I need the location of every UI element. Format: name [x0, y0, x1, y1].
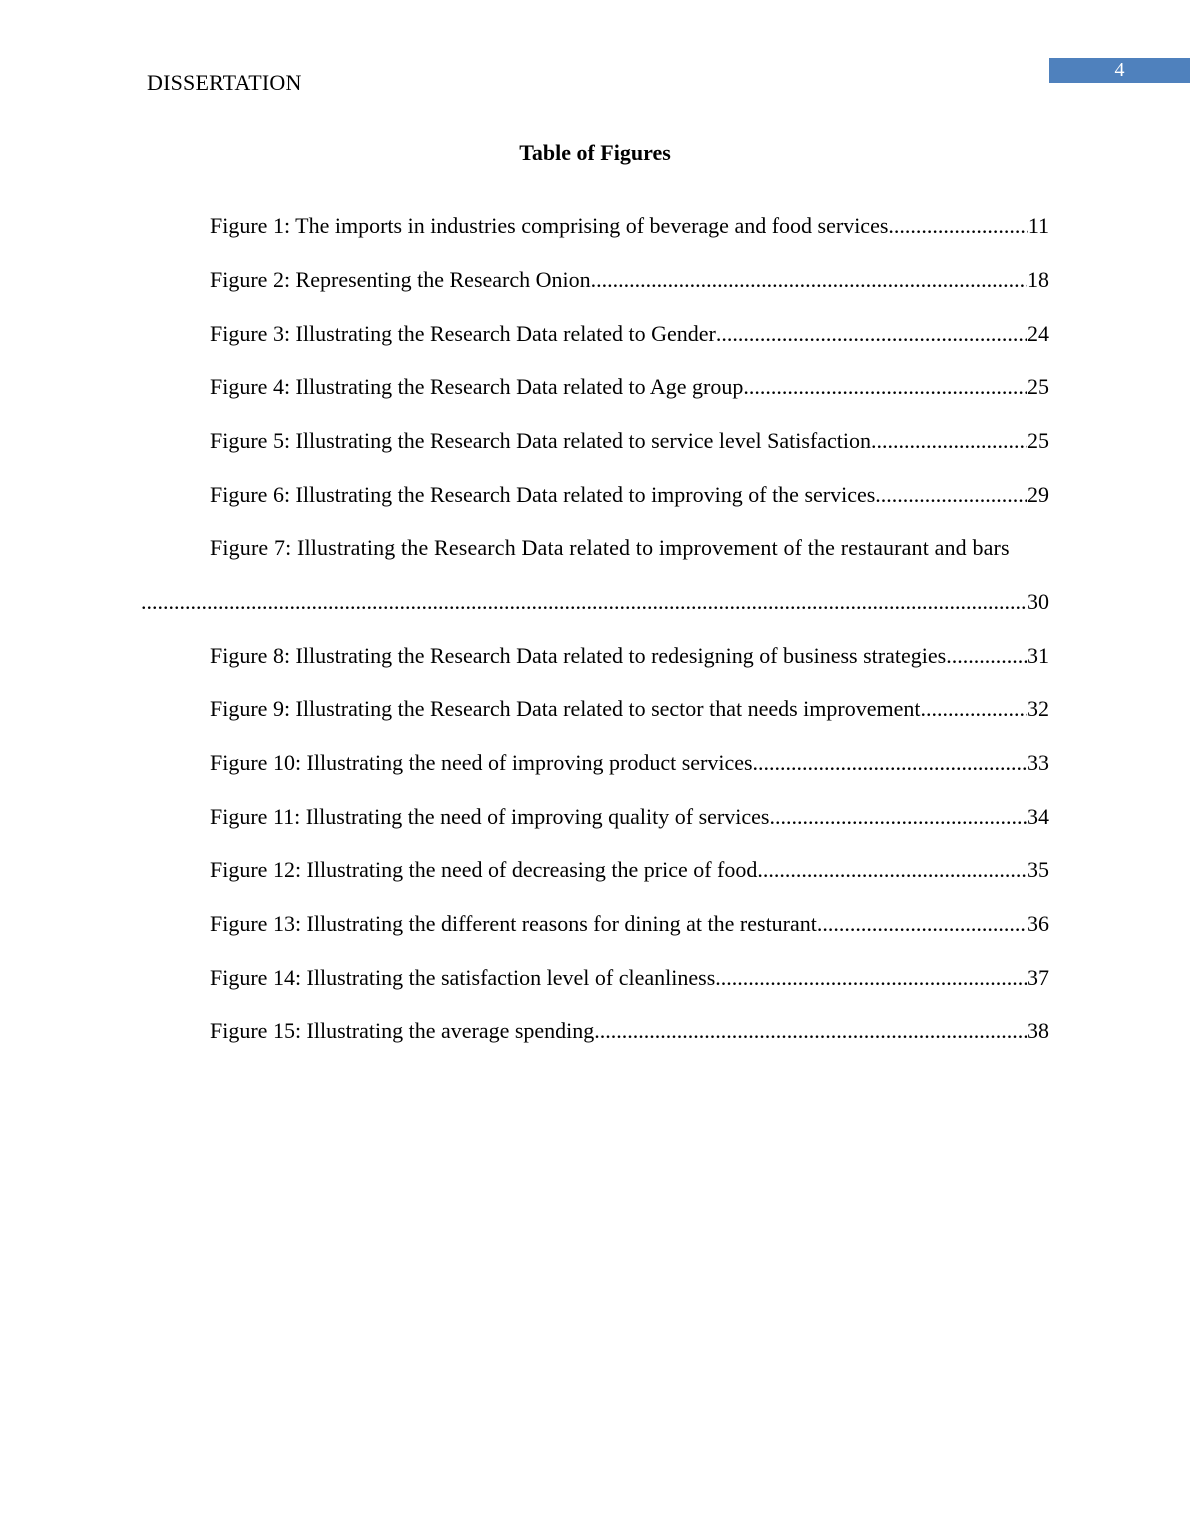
toc-entry-text: Figure 6: Illustrating the Research Data related to improving of the services [210, 482, 876, 507]
toc-leader-dots [715, 963, 1027, 993]
toc-leader-dots [141, 587, 1027, 617]
page-number: 4 [1049, 58, 1190, 83]
toc-entry-text: Figure 5: Illustrating the Research Data related to service level Satisfaction [210, 428, 871, 453]
toc-leader-dots [871, 426, 1027, 456]
toc-leader-dots [817, 909, 1027, 939]
toc-entry-page: 35 [1027, 857, 1049, 882]
toc-entry-text: Figure 1: The imports in industries comprising of beverage and food services [210, 213, 889, 238]
toc-leader-dots [875, 480, 1027, 510]
toc-entry-text: Figure 15: Illustrating the average spending [210, 1018, 595, 1043]
toc-entry[interactable] [210, 855, 1049, 885]
toc-entry-page: 36 [1027, 911, 1049, 936]
toc-entry-page: 18 [1027, 267, 1049, 292]
toc-entry[interactable] [210, 319, 1049, 349]
toc-entry-continuation[interactable] [141, 587, 1049, 617]
toc-entry-page: 33 [1027, 750, 1049, 775]
toc-entry-page: 24 [1027, 321, 1049, 346]
toc-entry-text: Figure 14: Illustrating the satisfaction level of cleanliness [210, 965, 716, 990]
toc-entry-text: Figure 8: Illustrating the Research Data related to redesigning of business strategies [210, 643, 947, 668]
toc-leader-dots [946, 641, 1027, 671]
toc-entry-page: 32 [1027, 696, 1049, 721]
toc-entry-text: Figure 2: Representing the Research Onion [210, 267, 591, 292]
toc-leader-dots [888, 211, 1027, 241]
toc-entry-text: Figure 4: Illustrating the Research Data related to Age group [210, 374, 744, 399]
toc-entry-page: 29 [1027, 482, 1049, 507]
toc-entry-text: Figure 11: Illustrating the need of improving quality of services [210, 804, 770, 829]
toc-entry-page: 25 [1027, 374, 1049, 399]
toc-entry[interactable] [210, 211, 1049, 241]
toc-entry-page: 38 [1027, 1018, 1049, 1043]
toc-leader-dots [594, 1016, 1027, 1046]
toc-entry-text: Figure 10: Illustrating the need of improving product services [210, 750, 753, 775]
toc-entry-page: 31 [1027, 643, 1049, 668]
toc-entry-text: Figure 12: Illustrating the need of decreasing the price of food [210, 857, 758, 882]
toc-entry-text: Figure 9: Illustrating the Research Data related to sector that needs improvement [210, 696, 921, 721]
toc-leader-dots [716, 319, 1027, 349]
toc-entry-page: 30 [1027, 589, 1049, 614]
toc-entry-page: 25 [1027, 428, 1049, 453]
running-head: DISSERTATION [147, 70, 302, 95]
toc-entry[interactable] [210, 1016, 1049, 1046]
toc-leader-dots [591, 265, 1027, 295]
toc-entry[interactable] [210, 372, 1049, 402]
toc-entry-page: 11 [1027, 213, 1049, 238]
toc-entry-page: 34 [1027, 804, 1049, 829]
toc-entry-text: Figure 3: Illustrating the Research Data related to Gender [210, 321, 716, 346]
toc-entry-page: 37 [1027, 965, 1049, 990]
toc-entry[interactable] [210, 265, 1049, 295]
toc-leader-dots [743, 372, 1027, 402]
toc-entry[interactable] [210, 480, 1049, 510]
toc-entry-text: Figure 7: Illustrating the Research Data related to improvement of the restaurant and bars [210, 535, 1010, 560]
toc-leader-dots [921, 694, 1028, 724]
toc-entry[interactable] [210, 909, 1049, 939]
toc-leader-dots [769, 802, 1027, 832]
toc-leader-dots [757, 855, 1027, 885]
toc-entry[interactable] [210, 963, 1049, 993]
toc-title: Table of Figures [519, 140, 671, 165]
toc-entry[interactable] [210, 802, 1049, 832]
toc-entry[interactable] [210, 641, 1049, 671]
toc-entry-text: Figure 13: Illustrating the different reasons for dining at the resturant [210, 911, 817, 936]
toc-leader-dots [753, 748, 1027, 778]
toc-entry[interactable] [210, 748, 1049, 778]
toc-entry[interactable] [210, 426, 1049, 456]
toc-entry[interactable] [210, 533, 1049, 563]
toc-entry[interactable] [210, 694, 1049, 724]
